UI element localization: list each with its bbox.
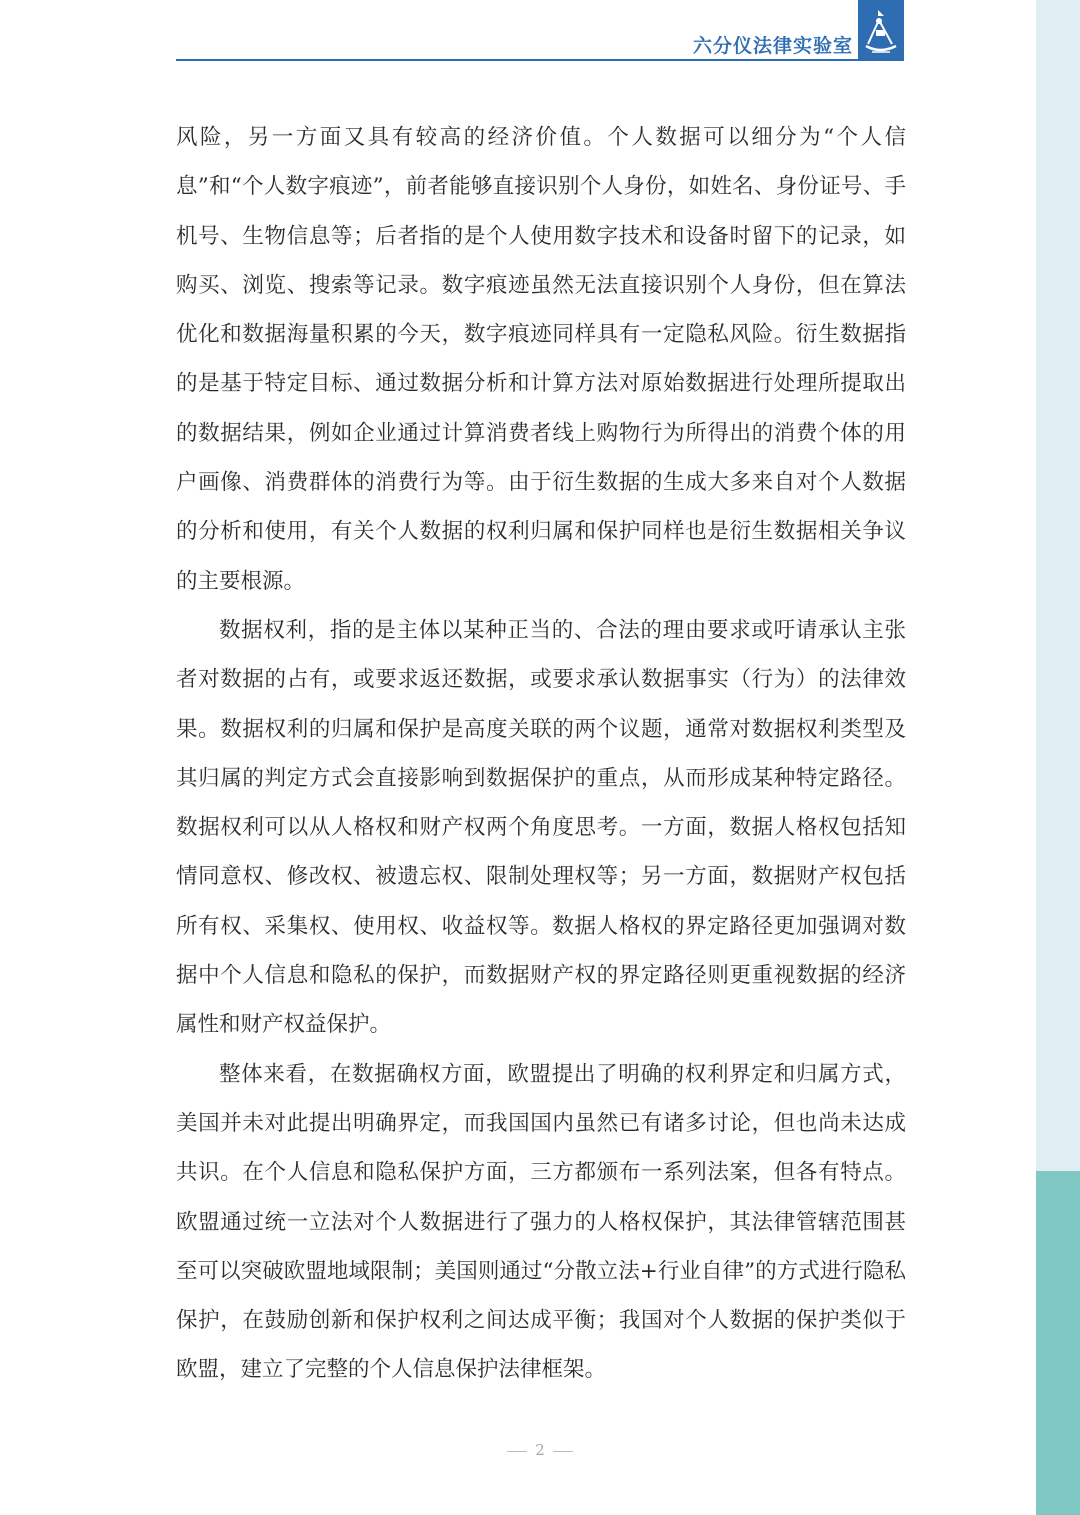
- sextant-logo-icon: [858, 0, 904, 60]
- paragraph-2: 数据权利，指的是主体以某种正当的、合法的理由要求或吁请承认主张者对数据的占有，或要求返还数据，或要求承认数据事实（行为）的法律效果。数据权利的归属和保护是高度关联的两个议题，通常对数据权利类型及其归属的判定方式会直接影响到数据保护的重点，从而形成某种特定路径。数据权利可以从人格权和财产权两个角度思考。一方面，数据人格权包括知情同意权、修改权、被遗忘权、限制处理权等；另一方面，数据财产权包括所有权、采集权、使用权、收益权等。数据人格权的界定路径更加强调对数据中个人信息和隐私的保护，而数据财产权的界定路径则更重视数据的经济属性和财产权益保护。: [176, 617, 906, 1038]
- paragraph-1: 风险，另一方面又具有较高的经济价值。个人数据可以细分为“个人信息”和“个人数字痕迹”，前者能够直接识别个人身份，如姓名、身份证号、手机号、生物信息等；后者指的是个人使用数字技术和设备时留下的记录，如购买、浏览、搜索等记录。数字痕迹虽然无法直接识别个人身份，但在算法优化和数据海量积累的今天，数字痕迹同样具有一定隐私风险。衍生数据指的是基于特定目标、通过数据分析和计算方法对原始数据进行处理所提取出的数据结果，例如企业通过计算消费者线上购物行为所得出的消费个体的用户画像、消费群体的消费行为等。由于衍生数据的生成大多来自对个人数据的分析和使用，有关个人数据的权利归属和保护同样也是衍生数据相关争议的主要根源。: [176, 125, 906, 594]
- page-number: 2: [535, 1441, 545, 1459]
- paragraph-3: 整体来看，在数据确权方面，欧盟提出了明确的权利界定和归属方式，美国并未对此提出明确界定，而我国国内虽然已有诸多讨论，但也尚未达成共识。在个人信息和隐私保护方面，三方都颁布一系列法案，但各有特点。欧盟通过统一立法对个人数据进行了强力的人格权保护，其法律管辖范围甚至可以突破欧盟地域限制；美国则通过“分散立法+行业自律”的方式进行隐私保护，在鼓励创新和保护权利之间达成平衡；我国对个人数据的保护类似于欧盟，建立了完整的个人信息保护法律框架。: [176, 1061, 906, 1383]
- side-color-band-bottom: [1036, 1171, 1080, 1515]
- header-rule: [176, 59, 904, 61]
- body-text: [176, 113, 906, 1395]
- header-title: 六分仪法律实验室: [692, 35, 853, 57]
- footer-dash-right: [553, 1451, 573, 1452]
- footer-dash-left: [507, 1451, 527, 1452]
- side-color-band-top: [1036, 0, 1080, 1171]
- page-footer: [0, 1441, 1080, 1459]
